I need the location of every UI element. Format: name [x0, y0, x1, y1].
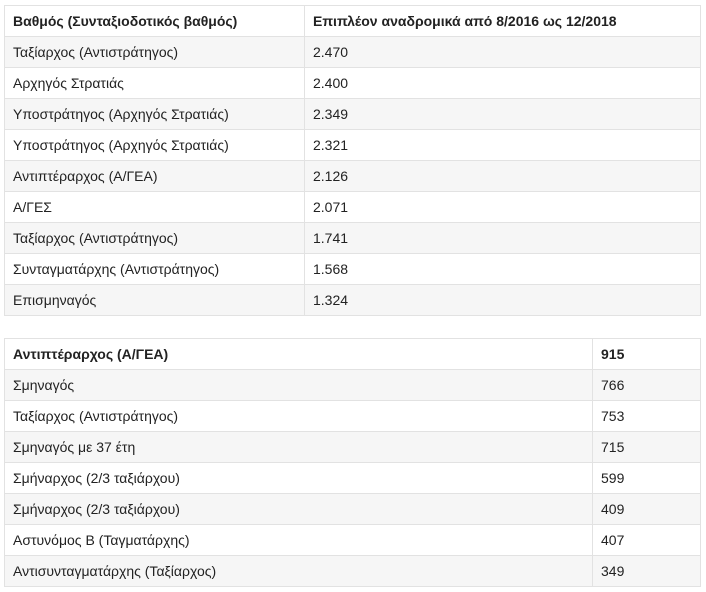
secondary-pay-table — [4, 338, 701, 587]
amount-cell: 1.324 — [305, 285, 701, 316]
rank-cell: Ταξίαρχος (Αντιστράτηγος) — [5, 37, 305, 68]
column-header-rank: Αντιπτέραρχος (Α/ΓΕΑ) — [5, 339, 593, 370]
column-header-amount: 915 — [593, 339, 701, 370]
rank-cell: Υποστράτηγος (Αρχηγός Στρατιάς) — [5, 130, 305, 161]
rank-cell: Αντιπτέραρχος (Α/ΓΕΑ) — [5, 161, 305, 192]
rank-cell: Σμηναγός — [5, 370, 593, 401]
table-row — [5, 285, 701, 316]
rank-cell: Α/ΓΕΣ — [5, 192, 305, 223]
rank-cell: Σμήναρχος (2/3 ταξιάρχου) — [5, 463, 593, 494]
amount-cell: 2.126 — [305, 161, 701, 192]
amount-cell: 407 — [593, 525, 701, 556]
table-header-row — [5, 339, 701, 370]
table-row — [5, 37, 701, 68]
amount-cell: 349 — [593, 556, 701, 587]
amount-cell: 2.400 — [305, 68, 701, 99]
rank-cell: Ταξίαρχος (Αντιστράτηγος) — [5, 401, 593, 432]
table-row — [5, 99, 701, 130]
table-row — [5, 130, 701, 161]
table-row — [5, 463, 701, 494]
column-header-amount: Επιπλέον αναδρομικά από 8/2016 ως 12/2018 — [305, 6, 701, 37]
rank-cell: Αντισυνταγματάρχης (Ταξίαρχος) — [5, 556, 593, 587]
rank-cell: Αστυνόμος Β (Ταγματάρχης) — [5, 525, 593, 556]
rank-cell: Επισμηναγός — [5, 285, 305, 316]
amount-cell: 753 — [593, 401, 701, 432]
amount-cell: 2.349 — [305, 99, 701, 130]
table-row — [5, 432, 701, 463]
table-row — [5, 254, 701, 285]
rank-cell: Συνταγματάρχης (Αντιστράτηγος) — [5, 254, 305, 285]
amount-cell: 715 — [593, 432, 701, 463]
amount-cell: 2.071 — [305, 192, 701, 223]
rank-cell: Σμήναρχος (2/3 ταξιάρχου) — [5, 494, 593, 525]
table-row — [5, 68, 701, 99]
table-header-row — [5, 6, 701, 37]
table-row — [5, 556, 701, 587]
rank-cell: Αρχηγός Στρατιάς — [5, 68, 305, 99]
rank-cell: Υποστράτηγος (Αρχηγός Στρατιάς) — [5, 99, 305, 130]
amount-cell: 599 — [593, 463, 701, 494]
table-row — [5, 494, 701, 525]
retroactive-pay-table — [4, 5, 701, 316]
table-row — [5, 525, 701, 556]
table-row — [5, 401, 701, 432]
amount-cell: 2.470 — [305, 37, 701, 68]
amount-cell: 2.321 — [305, 130, 701, 161]
table-row — [5, 223, 701, 254]
amount-cell: 1.741 — [305, 223, 701, 254]
amount-cell: 409 — [593, 494, 701, 525]
table-row — [5, 161, 701, 192]
rank-cell: Ταξίαρχος (Αντιστράτηγος) — [5, 223, 305, 254]
amount-cell: 1.568 — [305, 254, 701, 285]
table-row — [5, 192, 701, 223]
amount-cell: 766 — [593, 370, 701, 401]
rank-cell: Σμηναγός με 37 έτη — [5, 432, 593, 463]
column-header-rank: Βαθμός (Συνταξιοδοτικός βαθμός) — [5, 6, 305, 37]
table-row — [5, 370, 701, 401]
